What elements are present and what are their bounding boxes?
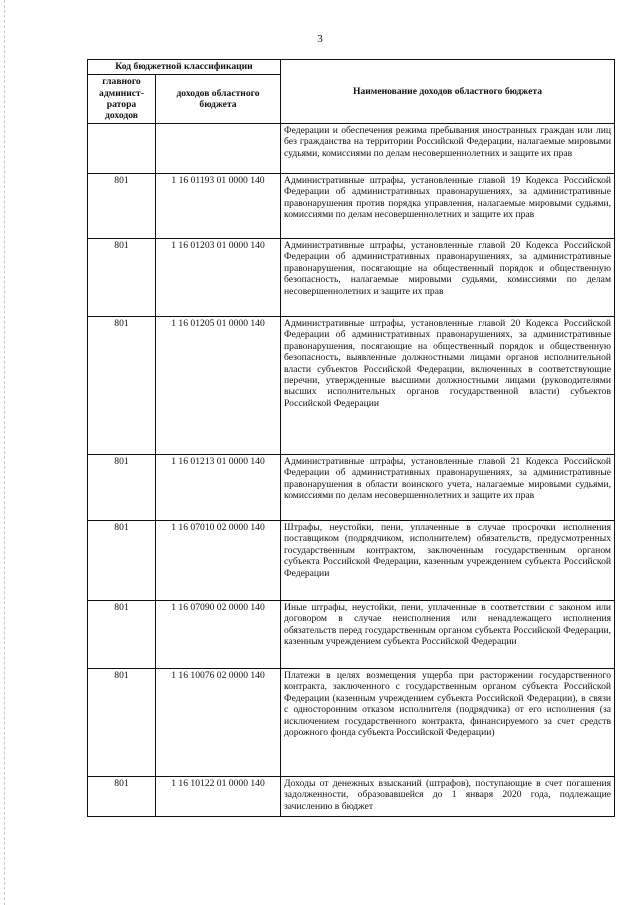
income-name: Иные штрафы, неустойки, пени, уплаченные в соответствии с законом или договором в случае неисполнения или ненадлежащего исполнения обязательств перед государственным органом субъекта Российской Федерации, казенным учреждением субъекта Российской Федерации bbox=[281, 601, 615, 669]
income-code: 1 16 01203 01 0000 140 bbox=[156, 239, 281, 317]
income-code: 1 16 10122 01 0000 140 bbox=[156, 777, 281, 817]
income-code: 1 16 01213 01 0000 140 bbox=[156, 455, 281, 521]
admin-code: 801 bbox=[88, 239, 156, 317]
income-name: Доходы от денежных взысканий (штрафов), поступающие в счет погашения задолженности, образовавшейся до 1 января 2020 года, подлежащие зачислению в бюджет bbox=[281, 777, 615, 817]
admin-code: 801 bbox=[88, 777, 156, 817]
table-row bbox=[88, 239, 615, 317]
header-name: Наименование доходов областного бюджета bbox=[281, 60, 615, 124]
income-name: Федерации и обеспечения режима пребывания иностранных граждан или лиц без гражданства на территории Российской Федерации, налагаемые мировыми судьями, комиссиями по делам несовершеннолетних и защите их прав bbox=[281, 124, 615, 174]
margin-rule bbox=[4, 0, 6, 905]
income-code: 1 16 01193 01 0000 140 bbox=[156, 174, 281, 239]
admin-code bbox=[88, 124, 156, 174]
income-code: 1 16 10076 02 0000 140 bbox=[156, 669, 281, 777]
table-row bbox=[88, 601, 615, 669]
admin-code: 801 bbox=[88, 174, 156, 239]
income-code bbox=[156, 124, 281, 174]
page-number: 3 bbox=[317, 33, 323, 45]
income-code: 1 16 01205 01 0000 140 bbox=[156, 317, 281, 455]
table-row bbox=[88, 669, 615, 777]
admin-code: 801 bbox=[88, 521, 156, 601]
header-admin: главного админист-ратора доходов bbox=[88, 75, 156, 124]
admin-code: 801 bbox=[88, 317, 156, 455]
admin-code: 801 bbox=[88, 669, 156, 777]
table-row bbox=[88, 521, 615, 601]
income-name: Административные штрафы, установленные главой 19 Кодекса Российской Федерации об административных правонарушениях, за административные правонарушения против порядка управления, налагаемые мировыми судьями, комиссиями по делам несовершеннолетних и защите их прав bbox=[281, 174, 615, 239]
admin-code: 801 bbox=[88, 455, 156, 521]
income-name: Административные штрафы, установленные главой 21 Кодекса Российской Федерации об административных правонарушениях, за административные правонарушения в области воинского учета, налагаемые мировыми судьями, комиссиями по делам несовершеннолетних и защите их прав bbox=[281, 455, 615, 521]
income-code: 1 16 07010 02 0000 140 bbox=[156, 521, 281, 601]
table-row bbox=[88, 455, 615, 521]
admin-code: 801 bbox=[88, 601, 156, 669]
table-row bbox=[88, 124, 615, 174]
header-income: доходов областного бюджета bbox=[156, 75, 281, 124]
table-row bbox=[88, 777, 615, 817]
table-row bbox=[88, 174, 615, 239]
header-group-title: Код бюджетной классификации bbox=[88, 60, 281, 75]
income-code: 1 16 07090 02 0000 140 bbox=[156, 601, 281, 669]
table-row bbox=[88, 317, 615, 455]
income-name: Административные штрафы, установленные главой 20 Кодекса Российской Федерации об административных правонарушениях, за административные правонарушения, посягающие на общественный порядок и общественную безопасность, выявленные должностными лицами органов исполнительной власти субъектов Российской Федерации, включенных в соответствующие перечни, утвержденные высшими должностными лицами (руководителями высших исполнительных органов государственной власти) субъектов Российской Федерации bbox=[281, 317, 615, 455]
budget-classification-table bbox=[87, 59, 615, 817]
income-name: Штрафы, неустойки, пени, уплаченные в случае просрочки исполнения поставщиком (подрядчиком, исполнителем) обязательств, предусмотренных государственным контрактом, заключенным государственным органом субъекта Российской Федерации, казенным учреждением субъекта Российской Федерации bbox=[281, 521, 615, 601]
income-name: Административные штрафы, установленные главой 20 Кодекса Российской Федерации об административных правонарушениях, за административные правонарушения, посягающие на общественный порядок и общественную безопасность, налагаемые мировыми судьями, комиссиями по делам несовершеннолетних и защите их прав bbox=[281, 239, 615, 317]
income-name: Платежи в целях возмещения ущерба при расторжении государственного контракта, заключенного с государственным органом субъекта Российской Федерации (казенным учреждением субъекта Российской Федерации), в связи с односторонним отказом исполнителя (подрядчика) от его исполнения (за исключением государственного контракта, финансируемого за счет средств дорожного фонда субъекта Российской Федерации) bbox=[281, 669, 615, 777]
